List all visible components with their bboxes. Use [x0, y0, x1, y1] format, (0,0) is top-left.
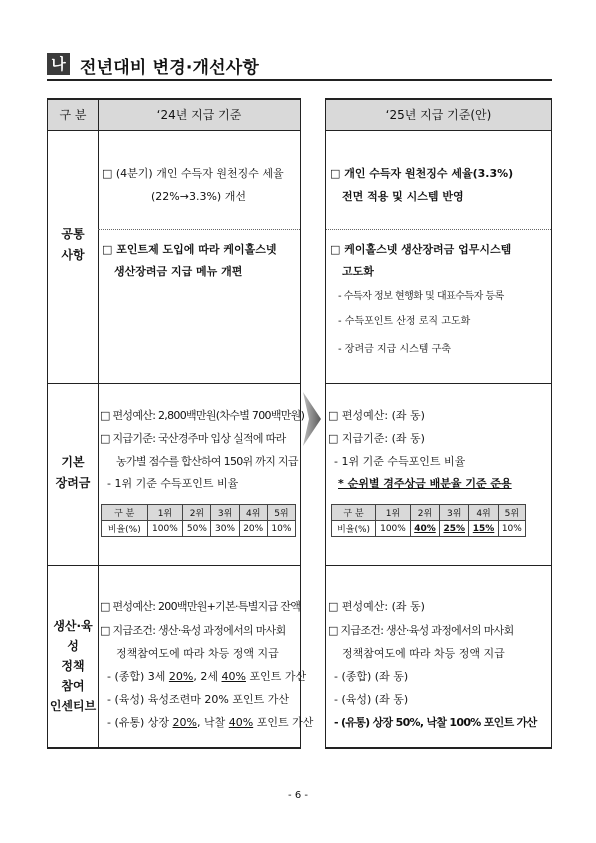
ratio-cell: 10%	[498, 521, 525, 537]
ratio-header-cell: 2위	[183, 505, 211, 521]
table-2024	[47, 98, 314, 749]
basic-criteria: □ 지급기준: 국산경주마 입상 실적에 따라	[100, 432, 286, 445]
basic-criteria-cont: 농가별 점수를 합산하여 150위 까지 지급	[116, 455, 298, 468]
ratio-table-2024	[101, 504, 296, 537]
common-item1-cont: (22%→3.3%) 개선	[151, 190, 246, 203]
common-item1-2025-cont: 전면 적용 및 시스템 반영	[342, 190, 464, 203]
category-incentive: 생산·육성 정책 참여 인센티브	[49, 619, 97, 713]
ratio-cell: 100%	[147, 521, 183, 537]
header-2024: ‘24년 지급 기준	[98, 100, 300, 131]
page-number: - 6 -	[288, 790, 308, 801]
incentive-condition-2025-cont: 정책참여도에 따라 차등 정액 지급	[342, 647, 505, 660]
ratio-cell-changed: 40%	[410, 521, 439, 537]
ratio-cell: 10%	[267, 521, 295, 537]
incentive-condition-cont: 정책참여도에 따라 차등 정액 지급	[116, 647, 279, 660]
basic-criteria-2025: □ 지급기준: (좌 동)	[328, 432, 425, 445]
ratio-header-cell: 5위	[267, 505, 295, 521]
incentive-condition: □ 지급조건: 생산·육성 과정에서의 마사회	[100, 624, 286, 637]
common-sub3: - 장려금 지급 시스템 구축	[338, 344, 451, 355]
incentive-condition-2025: □ 지급조건: 생산·육성 과정에서의 마사회	[328, 624, 514, 637]
ratio-cell: 100%	[376, 521, 411, 537]
ratio-header-cell: 2위	[410, 505, 439, 521]
arrow-right-icon	[301, 392, 323, 446]
ratio-header-cell: 1위	[376, 505, 411, 521]
ratio-header-cell: 3위	[211, 505, 239, 521]
common-item1: □ (4분기) 개인 수득자 원천징수 세율	[102, 167, 284, 180]
header-category: 구 분	[48, 100, 98, 131]
header-2025: ‘25년 지급 기준(안)	[326, 100, 551, 131]
category-basic: 기본 장려금	[55, 455, 91, 490]
row-divider	[326, 565, 551, 566]
basic-ratio-note: - 1위 기준 수득포인트 비율	[107, 477, 239, 490]
ratio-cell-changed: 25%	[440, 521, 469, 537]
incentive-general: - (종합) 3세 20%, 2세 40% 포인트 가산	[107, 670, 307, 683]
incentive-distribution: - (유통) 상장 20%, 낙찰 40% 포인트 가산	[107, 716, 314, 729]
common-item2-2025-cont: 고도화	[342, 265, 374, 278]
table-2025	[325, 98, 552, 749]
ratio-cell: 50%	[183, 521, 211, 537]
ratio-header-cell: 4위	[239, 505, 267, 521]
common-item2-cont: 생산장려금 지급 메뉴 개편	[114, 265, 243, 278]
basic-ratio-note-2025: - 1위 기준 수득포인트 비율	[334, 455, 466, 468]
incentive-budget: □ 편성예산: 200백만원+기본·특별지급 잔액	[100, 600, 301, 613]
incentive-distribution-2025: - (유통) 상장 50%, 낙찰 100% 포인트 가산	[334, 716, 537, 729]
ratio-header-cell: 5위	[498, 505, 525, 521]
category-common: 공통 사항	[61, 227, 85, 262]
ratio-table-2025	[331, 504, 526, 537]
section-header	[47, 50, 552, 78]
section-title: 전년대비 변경·개선사항	[80, 58, 259, 78]
row-divider	[326, 383, 551, 384]
basic-budget: □ 편성예산: 2,800백만원(차수별 700백만원)	[100, 409, 305, 422]
row-divider	[48, 565, 300, 566]
common-item2: □ 포인트제 도입에 따라 케이홀스넷	[102, 243, 277, 256]
dotted-divider	[98, 229, 300, 230]
basic-prize-note: * 순위별 경주상금 배분율 기준 준용	[338, 477, 512, 490]
ratio-header-cell: 4위	[469, 505, 498, 521]
common-item1-2025: □ 개인 수득자 원천징수 세율(3.3%)	[330, 167, 514, 180]
ratio-header-cell: 구 분	[102, 505, 148, 521]
column-divider	[98, 100, 99, 747]
basic-budget-2025: □ 편성예산: (좌 동)	[328, 409, 425, 422]
ratio-cell: 30%	[211, 521, 239, 537]
header-underline	[47, 79, 552, 81]
common-sub1: - 수득자 정보 현행화 및 대표수득자 등록	[338, 291, 504, 302]
incentive-budget-2025: □ 편성예산: (좌 동)	[328, 600, 425, 613]
ratio-cell: 비율(%)	[102, 521, 148, 537]
incentive-training: - (육성) 육성조련마 20% 포인트 가산	[107, 693, 289, 706]
section-badge: 나	[47, 53, 70, 75]
ratio-cell-changed: 15%	[469, 521, 498, 537]
incentive-training-2025: - (육성) (좌 동)	[334, 693, 409, 706]
ratio-header-cell: 3위	[440, 505, 469, 521]
ratio-cell: 20%	[239, 521, 267, 537]
dotted-divider	[326, 229, 551, 230]
incentive-general-2025: - (종합) (좌 동)	[334, 670, 409, 683]
row-divider	[48, 383, 300, 384]
ratio-header-cell: 구 분	[332, 505, 376, 521]
ratio-cell: 비율(%)	[332, 521, 376, 537]
common-item2-2025: □ 케이홀스넷 생산장려금 업무시스템	[330, 243, 512, 256]
ratio-header-cell: 1위	[147, 505, 183, 521]
common-sub2: - 수득포인트 산정 로직 고도화	[338, 316, 471, 327]
